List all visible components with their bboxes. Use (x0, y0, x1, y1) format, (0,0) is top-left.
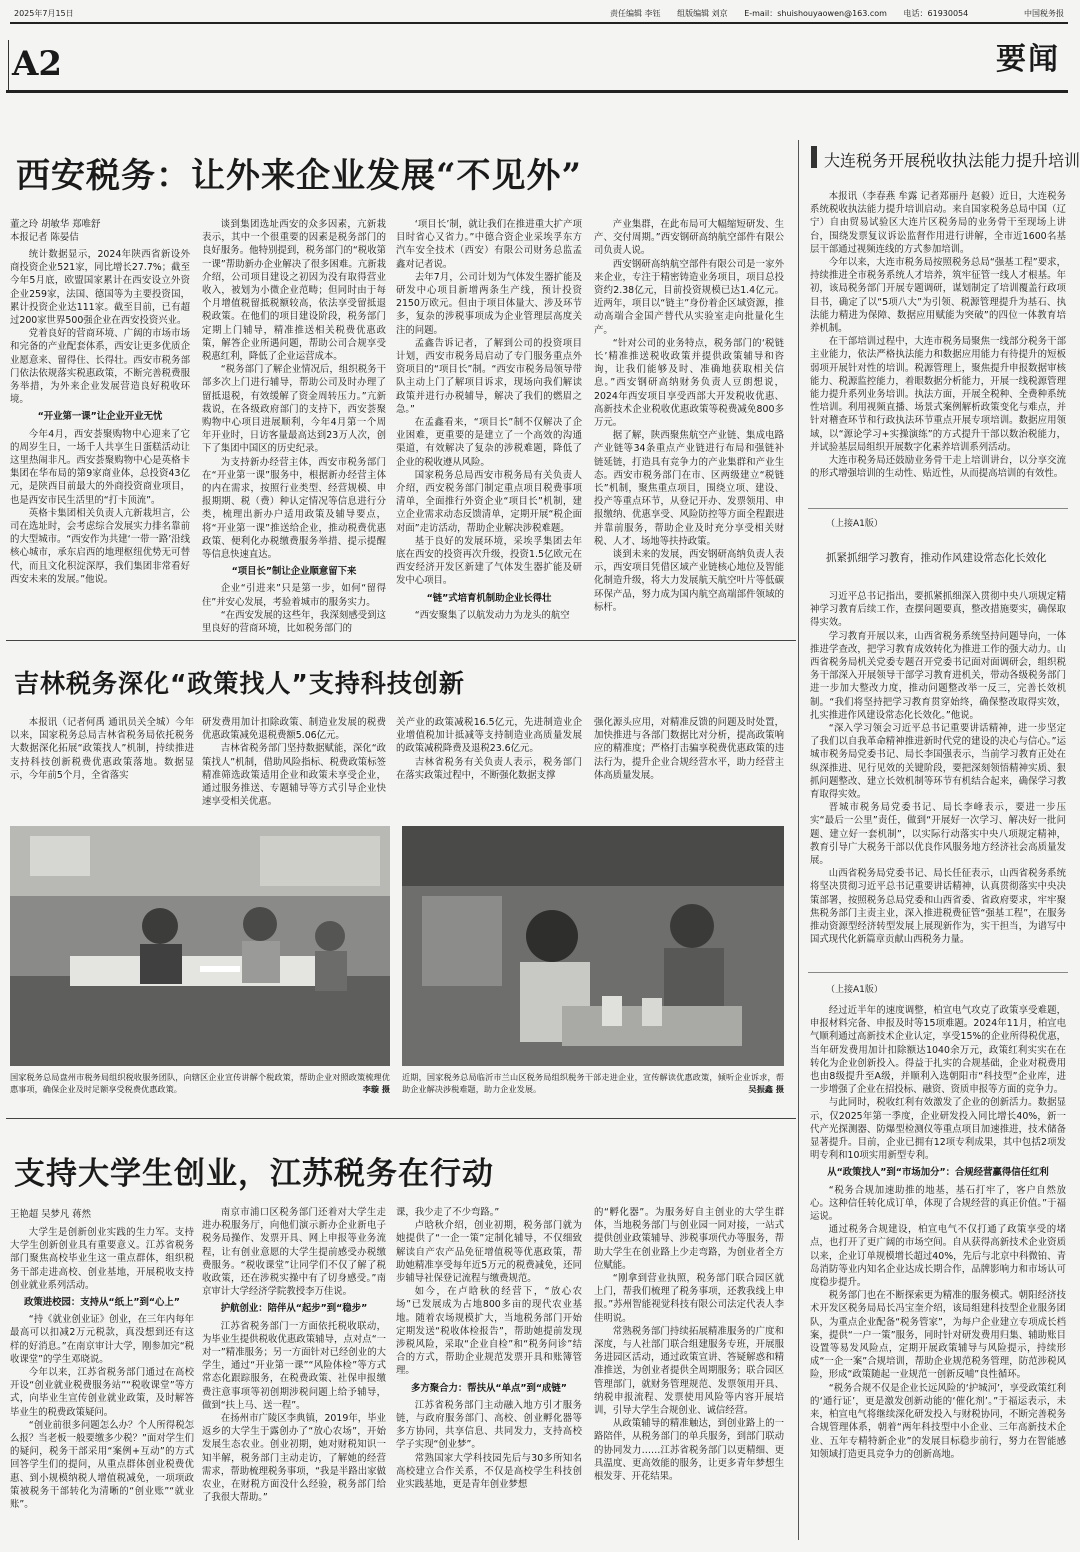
caption-text: 国家税务总局盘州市税务局组织税收服务团队，向辖区企业宣传讲解个税政策，帮助企业对照政策梳理优惠事项，确保企业及时足额享受税费优惠政策。 (10, 1072, 390, 1094)
sidebar3-continued-tag: （上接A1版） (826, 985, 883, 995)
paragraph: 本报讯（记者何禹 通讯员关全城）今年以来，国家税务总局吉林省税务局依托税务大数据深化拓展“政策找人”机制，持续推进支持科技创新税费优惠政策落地。数据显示，今年前5个月，全省落实 (10, 717, 194, 781)
story1-column-2 (202, 218, 386, 635)
paragraph: 据了解，陕西聚焦航空产业链、集成电路产业链等34条重点产业链进行布局和强链补链延链，打造具有竞争力的产业集群和产业生态。西安市税务部门在市、区两级建立“税链长”机制，聚焦重点项目，围绕立项、建设、投产等重点环节，从登记开办、发票领用、申报缴纳、优惠享受、风险防控等方面全程跟进并靠前服务，帮助企业及时充分享受相关财税、人才、场地等扶持政策。 (594, 430, 784, 547)
story3-column-3 (396, 1206, 582, 1542)
story3-headline: 支持大学生创业，江苏税务在行动 (14, 1156, 494, 1192)
paragraph: 常熟税务部门持续拓展精准服务的广度和深度，与人社部门联合组建服务专班，开展服务进园区活动，通过政策宣讲、答疑解惑和精准推送，为创业者提供全周期服务；联合园区管理部门，就财务管理规范、发票领用开具、纳税申报流程、发票使用风险等内容开展培训，引导大学生合规创业、诚信经营。 (594, 1325, 784, 1417)
story1-headline: 西安税务：让外来企业发展“不见外” (16, 156, 583, 196)
paragraph: “在西安发展的这些年，我深刻感受到这里良好的营商环境，比如税务部门的 (202, 609, 386, 635)
paragraph: 谈到集团选址西安的众多因素，亢新栽表示，其中一个很重要的因素是税务部门的良好服务。他特别提到，税务部门的“税收第一课”帮助新办企业解决了很多困难。亢新栽介绍，公司项目建设之初因为没有取得营业收入，被划为小微企业范畴；但同时由于每个月增值税留抵税额较高，依法享受留抵退税政策。在他们的项目建设阶段，税务部门定期上门辅导，精准推送相关税费优惠政策，解答企业所遇问题，帮助公司合规享受税惠红利，降低了企业运营成本。 (202, 219, 386, 363)
paragraph: 山西省税务局党委书记、局长任征表示，山西省税务系统将坚决贯彻习近平总书记重要讲话精神，认真贯彻落实中央决策部署，按照税务总局党委和山西省委、省政府要求，牢牢聚焦税务部门主责主业，深入推进税费征管“强基工程”，在服务推动资源型经济转型发展上展现新作为，实干担当，为谱写中国式现代化新篇章贡献山西税务力量。 (810, 868, 1066, 946)
story3-top-rule (6, 1118, 796, 1119)
paragraph: “持《就业创业证》创业，在三年内每年最高可以扣减2万元税款，真没想到还有这样的好消息。”在南京审计大学，刚参加完“税收课堂”的学生邓晓说。 (10, 1314, 194, 1365)
paragraph: 大学生是创新创业实践的生力军。支持大学生创新创业具有重要意义。江苏省税务部门聚焦高校毕业生这一重点群体，组织税务干部走进高校、创业基地，开展税收支持创业就业系列活动。 (10, 1227, 194, 1291)
masthead-bar (10, 4, 1068, 22)
paragraph: “刚拿到营业执照，税务部门联合园区就上门，帮我们梳理了税务事项，还教我线上申报。”苏州智能视觉科技有限公司法定代表人李佳明说。 (594, 1273, 784, 1324)
story1-reporter: 本报记者 陈晏佶 (10, 232, 79, 243)
paragraph: “税务合规不仅是企业长远风险的‘护城河’，享受政策红利的‘通行证’，更是激发创新动能的‘催化剂’。”于福运表示，未来，柏宣电气将继续深化研发投入与财税协同，不断完善税务合规管理体系，朝着“两年科技型中小企业、三年高新技术企业、五年专精特新企业”的发展目标稳步前行，努力在智能感知领域打造更具竞争力的创新高地。 (810, 1382, 1066, 1460)
story1-column-4 (594, 218, 784, 616)
paragraph: 如今，在卢晗秋的经营下，“放心农场”已发展成为占地800多亩的现代农业基地。随着农场规模扩大，当地税务部门开始定期发送“税收体检报告”，帮助她提前发现涉税风险，采取“企业自检”和“税务问诊”结合的方式，帮助企业规范发票开具和账簿管理。 (396, 1286, 582, 1377)
paragraph: 习近平总书记指出，要抓紧抓细深入贯彻中央八项规定精神学习教育后续工作，查摆问题要真，整改措施要实，确保取得实效。 (810, 591, 1066, 629)
photo-caption-2 (402, 1072, 784, 1095)
page-number: A2 (12, 44, 63, 84)
paragraph: 强化源头应用，对精准反馈的问题及时处置，加快推进与各部门数据比对分析，提高政策响应的精准度；严格打击骗享税费优惠政策的违法行为，提升企业合规经营水平，助力经营主体高质量发展。 (594, 717, 784, 781)
paragraph: 卢晗秋介绍，创业初期，税务部门就为她提供了“一企一策”定制化辅导，不仅细致解读自产农产品免征增值税等优惠政策，帮助她精准享受每年近5万元的税费减免，还同步辅导社保登记流程与缴费规范。 (396, 1220, 582, 1285)
issue-date: 2025年7月15日 (14, 9, 74, 18)
paragraph: 为支持新办经营主体，西安市税务部门在“开业第一课”服务中，根据新办经营主体的内在需求，按照行业类型、经营规模、申报期期、税（费）种认定情况等信息进行分类，梳理出新办户适用政策及辅导要点，将“开业第一课”推送给企业，推动税费优惠政策、便利化办税缴费服务举措、提示提醒等信息快速直达。 (202, 456, 386, 561)
masthead-info (610, 8, 982, 19)
paragraph: 今年4月，西安荟聚购物中心迎来了它的周岁生日，一场千人共享生日蛋糕活动让这里热闹非凡。西安荟聚购物中心是英格卡集团在华布局的第9家商业体，总投资43亿元，是陕西目前最大的外商投资商业项目，也是西安市民生活里的“打卡顶流”。 (10, 428, 190, 506)
paragraph: 经过近半年的速度调整，柏宣电气攻克了政策享受难题，申报材料完备、申报及时等15项难题。2024年11月，柏宣电气顺利通过高新技术企业认定，享受15%的企业所得税优惠，当年研发费用加计扣除额达1040余万元，政策红利实实在在转化为企业创新投入。得益于扎实的合规基础，企业对税费用也由8级提升至A级，并顺利入选朝阳市“科技型”企业库，进一步增强了企业在招投标、融资、资质申报等方面的竞争力。 (810, 1005, 1066, 1096)
story2-column-3 (396, 716, 582, 798)
paragraph: 去年7月，公司计划为气体发生器扩能及研发中心项目新增两条生产线，预计投资2150万欧元。但由于项目体量大、涉及环节多，复杂的涉税事项成为企业管理层高度关注的问题。 (396, 271, 582, 336)
paragraph: 晋城市税务局党委书记、局长李峰表示，要进一步压实“最后一公里”责任，做到“开展好一次学习、解决好一批问题、建立好一套机制”，以实际行动落实中央八项规定精神，教育引导广大税务干部以优良作风服务地方经济社会高质量发展。 (810, 802, 1066, 867)
paragraph: 产业集群，在此布局可大幅缩短研发、生产、交付周期。”西安钢研高纳航空部件有限公司负责人说。 (594, 219, 784, 257)
sidebar1-headline: 大连税务开展税收执法能力提升培训 (824, 151, 1080, 170)
sidebar2-body (810, 590, 1066, 970)
paragraph: 今年以来，江苏省税务部门通过在高校开设“创业就业税费服务站”“税收课堂”等方式，向毕业生宣传创业就业政策，及时解答毕业生的税费政策疑问。 (10, 1367, 194, 1418)
newspaper-name: 中国税务报 (1024, 9, 1064, 18)
story3-column-1 (10, 1226, 194, 1542)
sidebar2-headline: 抓紧抓细学习教育，推动作风建设常态化长效化 (826, 552, 1047, 564)
paragraph: 通过税务合规建设，柏宣电气不仅打通了政策享受的堵点，也打开了更广阔的市场空间。自从获得高新技术企业资质以来，企业订单规模增长超过40%，先后与北京中科微铂、青岛消防等业内知名企业达成长期合作，品牌影响力和市场认可度稳步提升。 (810, 1224, 1066, 1289)
top-rule (10, 22, 1068, 24)
photo-credit: 吴振鑫 摄 (748, 1083, 784, 1094)
paragraph: 在孟鑫看来，“项目长”制不仅解决了企业困难，更重要的是建立了一个高效的沟通渠道，有效解决了复杂的涉税难题，降低了企业的税收遵从风险。 (396, 417, 582, 468)
paragraph: 党着良好的营商环境、广阔的市场市场和完备的产业配套体系，西安让更多优质企业愿意来、留得住、长得壮。西安市税务部门依法依规落实税惠政策，不断完善税费服务举措，为外来企业发展营造良好税收环境。 (10, 328, 190, 406)
paragraph: 吉林省税务部门坚持数据赋能，深化“政策找人”机制，借助风险指标、税费政策标签精准筛选政策适用企业和政策未享受企业，通过服务推送、专题辅导等方式引导企业快速享受相关优惠。 (202, 743, 386, 808)
section-name: 要闻 (996, 42, 1060, 77)
story3-column-4 (594, 1206, 784, 1542)
header-mark (8, 40, 9, 90)
column-divider (798, 140, 799, 1540)
story2-top-rule (6, 640, 796, 641)
paragraph: 基于良好的发展环境，采埃孚集团去年底在西安的投资再次升级，投资1.5亿欧元在西安经济开发区新建了气体发生器扩能及研发中心项目。 (396, 535, 582, 587)
story3-column-2 (202, 1206, 386, 1542)
subheading: “开业第一课”让企业开业无忧 (37, 411, 163, 423)
paragraph: 常熟国家大学科技园先后与30多所知名高校建立合作关系，不仅是高校学生科技创业实践基地，更是青年创业梦想 (396, 1452, 582, 1491)
paragraph: “针对公司的业务特点，税务部门的‘税链长’精准推送税收政策并提供政策辅导和咨询，让我们能够及时、准确地获取相关信息。”西安钢研高纳财务负责人豆朗想说，2024年西安项目享受西部大开发税收优惠、高新技术企业税收优惠政策等税费减免800多万元。 (594, 337, 784, 429)
paragraph: 学习教育开展以来，山西省税务系统坚持问题导向，一体推进学查改，把学习教育成效转化为推进工作的强大动力。山西省税务局机关党委专题召开党委书记面对面调研会，组织税务干部深入开展领导干部学习教育进机关，带动各级税务部门进一步加大整改力度，推动问题整改举一反三，完善长效机制。“我们将坚持把学习教育贯穿始终，确保整改取得实效，扎实推进作风建设常态化长效化。”他说。 (810, 630, 1066, 721)
subheading: 政策进校园：支持从“纸上”到“心上” (24, 1297, 180, 1309)
paragraph: 南京市浦口区税务部门还着对大学生走进办税服务厅，向他们演示新办企业新电子税务局操作、发票开具、网上申报等业务流程，让有创业意愿的大学生提前感受办税缴费服务。“税收课堂”让同学们不仅了解了税收政策，还在涉税实操中有了切身感受。”南京审计大学经济学院教授李万佳说。 (202, 1207, 386, 1298)
paragraph: “深入学习领会习近平总书记重要讲话精神，进一步坚定了我们以自我革命精神推进新时代党的建设的决心与信心。”运城市税务局党委书记、局长李国强表示，当前学习教育正处在纵深推进、见行见效的关键阶段，要把深刻领悟精神实质、狠抓问题整改、建立长效机制等环节有机结合起来，确保学习教育取得实效。 (810, 723, 1066, 801)
story1-column-1 (10, 248, 190, 616)
paragraph: 企业“引进来”只是第一步，如何“留得住”并安心发展，考验着城市的服务实力。 (202, 583, 386, 608)
photo-scene-factory (402, 826, 784, 1066)
caption-text: 近期，国家税务总局临沂市兰山区税务局组织税务干部走进企业，宣传解读优惠政策，倾听企业诉求，帮助企业解决涉税难题，助力企业发展。 (402, 1072, 784, 1094)
sidebar-divider (808, 508, 1068, 509)
paragraph: 在扬州市广陵区李典镇，2019年，毕业返乡的大学生于露创办了“放心农场”，开始发展生态农业。创业初期，她对财税知识一知半解，税务部门主动走访，了解她的经营需求，帮助梳理税务事项，“我是半路出家做农业，在财税方面没什么经验，税务部门给了我很大帮助。” (202, 1413, 386, 1504)
subheading: “项目长”制让企业顺意留下来 (231, 566, 357, 578)
paragraph: 孟鑫告诉记者，了解到公司的投资项目计划，西安市税务局启动了专门服务重点外资项目的“项目长”制。“西安市税务局领导带队主动上门了解项目诉求，现场向我们解读政策并进行办税辅导，解决了我们的燃眉之急。” (396, 337, 582, 415)
subheading: 护航创业：陪伴从“起步”到“稳步” (220, 1303, 368, 1315)
story1-authors: 董之玲 胡敏华 郑唯舒 (10, 219, 101, 230)
paragraph: 关产业的政策减税16.5亿元，先进制造业企业增值税加计抵减等支持制造业高质量发展的政策减税降费及退税23.6亿元。 (396, 717, 582, 755)
story3-byline: 王艳超 吴梦凡 蒋然 (10, 1209, 91, 1220)
photo-caption-1 (10, 1072, 390, 1095)
paragraph: 的“孵化器”。为服务好自主创业的大学生群体，当地税务部门与创业园一同对接，一站式提供创业政策辅导、涉税事项代办等服务，帮助大学生在创业路上少走弯路，为创业者全方位赋能。 (594, 1207, 784, 1271)
paragraph: “创业前很多问题怎么办？个人所得税怎么报？当老板一般要缴多少税？”面对学生们的疑问，税务干部采用“案例+互动”的方式回答学生们的提问，从重点群体创业税费优惠、到小规模纳税人增值税减免，一项项政策被税务干部转化为清晰的“创业账”“就业账”。 (10, 1419, 194, 1511)
sidebar-divider-2 (808, 972, 1068, 973)
story2-column-4 (594, 716, 784, 798)
paragraph: 本报讯（李春燕 牟露 记者郑丽丹 赵毅）近日，大连税务系统税收执法能力提升培训启动。来自国家税务总局中国（辽宁）自由贸易试验区大连片区税务局的业务骨干至现场上讲台，围绕发票复议诉讼监督作用进行讲解，全市近1600名基层干部通过视频连线的方式参加培训。 (810, 191, 1066, 255)
story2-headline: 吉林税务深化“政策找人”支持科技创新 (14, 669, 465, 698)
story2-column-1 (10, 716, 194, 798)
paragraph: 大连市税务局还鼓励业务骨干走上培训讲台，以分享交流的形式增强培训的生动性、贴近性，从而提高培训的有效性。 (810, 455, 1066, 480)
sidebar3-body (810, 1004, 1066, 1540)
paragraph: 税务部门也在不断探索更为精准的服务模式。朝阳经济技术开发区税务局局长冯宝奎介绍，该局组建科技型企业服务团队，为重点企业配备“税务管家”，为每户企业建立专项成长档案，提供“一户一策”服务，同时针对研发费用归集、辅助账目设置等易发风险点，定期开展政策辅导与风险提示，持续形成“一企一案”合规培训，帮助企业规范税务管理，防范涉税风险，形成“政策随起一业规范一创新反哺”良性循环。 (810, 1290, 1066, 1381)
subheading: “链”式培育机制助企业长得壮 (426, 592, 552, 604)
paragraph: 国家税务总局西安市税务局有关负责人介绍，西安税务部门制定重点项目税费事项清单，全面推行外资企业“项目长”机制，建立企业需求动态反馈清单，定期开展“税企面对面”走访活动，帮助企业解决涉税难题。 (396, 469, 582, 534)
story1-column-3 (396, 218, 582, 621)
story2-column-2 (202, 716, 386, 808)
sidebar1-body (810, 190, 1066, 508)
story1-byline (10, 218, 100, 244)
paragraph: 江苏省税务部门主动融入地方引才服务链，与政府服务部门、高校、创业孵化器等多方协同，共享信息、共同发力，支持高校学子实现“创业梦”。 (396, 1399, 582, 1451)
paragraph: “西安聚集了以航发动力为龙头的航空 (414, 609, 570, 621)
editor-credit: 责任编辑 李钰 (610, 9, 661, 18)
phone-number: 电话：61930054 (903, 9, 969, 18)
paragraph: 统计数据显示，2024年陕西省新设外商投资企业521家，同比增长27.7%；截至今年5月底，欧盟国家累计在西安设立外资企业259家，法国、德国等为主要投资国，累计投资企业达111家。截至目前，已有超过200家世界500强企业在西安投资兴业。 (10, 249, 190, 327)
paragraph: 吉林省税务有关负责人表示，税务部门在落实政策过程中，不断强化数据支撑 (396, 756, 582, 781)
paragraph: 今年以来，大连市税务局按照税务总局“强基工程”要求，持续推进全市税务系统人才培养，筑牢征管一线人才根基。年初，该局税务部门开展专题调研，谋划制定了培训覆盖行政项目书，确定了以“5项八大”为引领、税源管理提升为基石、执法能力精进为保障、数据应用赋能为突破”的四位一体教育培养机制。 (810, 257, 1066, 335)
paragraph: 从政策辅导的精准触达，到创业路上的一路陪伴，从税务部门的单兵服务，到部门联动的协同发力……江苏省税务部门以更精细、更具温度、更高效能的服务，让更多青年梦想生根发芽、开花结果。 (594, 1418, 784, 1483)
photo-credit: 李璇 摄 (362, 1083, 390, 1094)
subheading: 多方聚合力：帮扶从“单点”到“成链” (411, 1382, 567, 1394)
paragraph: 研发费用加计扣除政策、制造业发展的税费优惠政策减免退税费额5.06亿元。 (202, 717, 386, 742)
subheading: 从“政策找人”到“市场加分”：合规经营赢得信任红利 (827, 1167, 1049, 1179)
designer-credit: 组版编辑 刘京 (677, 9, 728, 18)
paragraph: “税务合规加速助推的地基，基石打牢了，客户自然放心。这种信任转化成订单，体现了合规经营的真正价值。”于福运说。 (810, 1184, 1066, 1223)
paragraph: 英格卡集团相关负责人亢新栽坦言，公司在选址时，会考虑综合发展实力排名靠前的大型城市。“西安作为共建‘一带一路’沿线核心城市，承东启西的地理枢纽优势无可替代，而且文化积淀深厚，我们集团非常看好西安未来的发展。”他说。 (10, 507, 190, 585)
paragraph: 谈到未来的发展，西安钢研高纳负责人表示，西安项目凭借区域产业链核心地位及智能化制造升级，将大力发展航天航空叶片等低碳环保产品，努力成为国内航空高端部件领域的标杆。 (594, 549, 784, 613)
email-address: E-mail：shuishouyaowen@163.com (744, 9, 887, 18)
header-rule (6, 90, 1068, 93)
paragraph: 与此同时，税收红利有效激发了企业的创新活力。数据显示，仅2025年第一季度，企业研发投入同比增长40%，新一代产光探测器、防爆型检测仪等重点项目加速推进，技术储备显著提升。目前，企业已拥有12项专利成果，其中包括2项发明专利和10项实用新型专利。 (810, 1097, 1066, 1162)
sidebar1-title-bar (811, 146, 817, 168)
paragraph: ‘项目长’制，就让我们在推进重大扩产项目时省心又省力。”中德合资企业采埃孚东方汽车安全技术（西安）有限公司财务总监孟鑫对记者说。 (396, 219, 582, 270)
paragraph: “税务部门了解企业情况后，组织税务干部多次上门进行辅导，帮助公司及时办理了留抵退税，有效缓解了资金周转压力。”亢新栽说，在各级政府部门的支持下，西安荟聚购物中心项目进展顺利，今年4月第一个周年开业时，日访客量最高达到23万人次，创下了集团中国区的历史纪录。 (202, 364, 386, 455)
paragraph: 在干部培训过程中，大连市税务局聚焦一线部分税务干部主业能力，依法严格执法能力和数据应用能力有待提升的短板弱项开展针对性的培训。税源管理上，聚焦提升申报数据审核能力、税源监控能力，着眼数据分析能力，开展一线税源管理能力提升系列业务培训。执法方面，开展全税种、全费种系统性培训。利用视频直播、场景式案例解析政策变化与难点，并针对稽查环节和行政执法环节重点开展专项培训。数据应用领域，以“源论学习+实操演练”的方式提升干部以数治税能力，并试验基层局组织开展数字化素养培训系列活动。 (810, 336, 1066, 453)
paragraph: 课，我少走了不少弯路。” (396, 1207, 500, 1218)
photo-tax-service-office (10, 826, 390, 1066)
paragraph: 西安钢研高纳航空部件有限公司是一家外来企业，专注于精密铸造业务项目，项目总投资约2.38亿元，目前投资规模已达1.4亿元。近两年，项目以“链主”身份着企区域资源，推动高端合金国产替代从实验室走向批量化生产。 (594, 258, 784, 336)
sidebar2-continued-tag: （上接A1版） (826, 519, 883, 529)
photo-scene-office (10, 826, 390, 1066)
photo-tax-staff-visit (402, 826, 784, 1066)
paragraph: 江苏省税务部门一方面依托税收联动，为毕业生提供税收优惠政策辅导，点对点“一对一”精准服务；另一方面针对已经创业的大学生，通过“开业第一课”“风险体检”等方式常态化跟踪服务，在税费政策、社保申报缴费注意事项等初创期涉税问题上给予辅导，做到“扶上马、送一程”。 (202, 1320, 386, 1411)
